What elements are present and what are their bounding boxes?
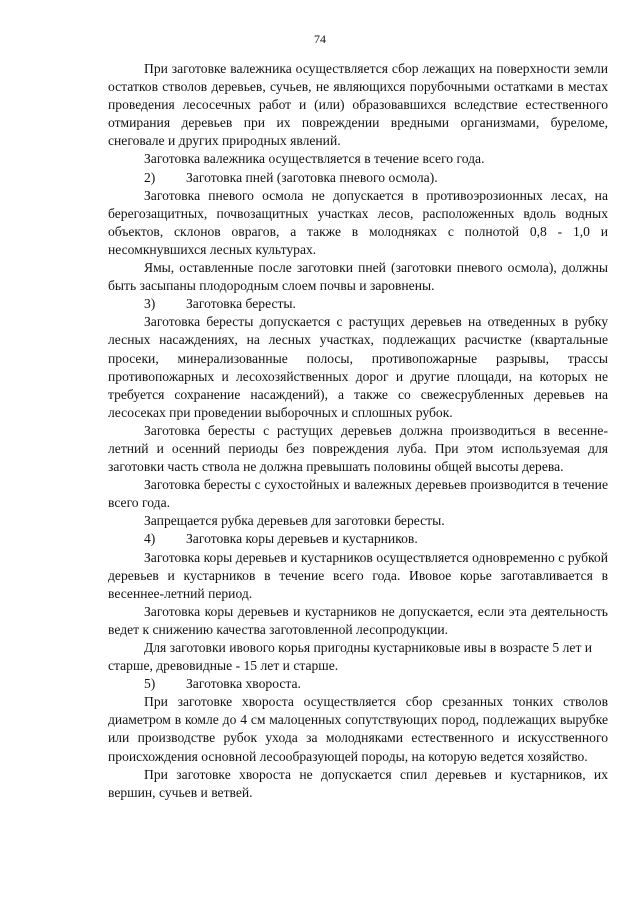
list-item-heading: Заготовка хвороста.	[186, 676, 301, 692]
paragraph-birch-bark-allowed: Заготовка бересты допускается с растущих деревьев на отведенных в рубку лесных насаждениях, на лесных участках, подлежащих расчистке (квартальные просеки, минерализованные полосы, противопожарные разрывы, трассы противопожарных и лесохозяйственных дорог и другие площади, на которых не требуется сохранение насаждений), а также со свежесрубленных деревьев на лесосеках при проведении выборочных и сплошных рубок.	[108, 314, 608, 420]
list-item-stumps	[108, 169, 608, 187]
paragraph-birch-bark-period: Заготовка бересты с растущих деревьев должна производиться в весенне-летний и осенний периоды без повреждения луба. При этом используемая для заготовки часть ствола не должна превышать половины общей высоты дерева.	[108, 422, 608, 475]
paragraph-stumps-pits: Ямы, оставленные после заготовки пней (заготовки пневого осмола), должны быть засыпаны плодородным слоем почвы и заровнены.	[108, 260, 608, 294]
list-item-heading: Заготовка бересты.	[186, 296, 296, 312]
list-item-bark	[108, 530, 608, 548]
list-item-number: 5)	[144, 676, 156, 692]
list-item-number: 2)	[144, 169, 156, 185]
list-item-heading: Заготовка пней (заготовка пневого осмола).	[186, 169, 438, 185]
paragraph-brushwood-collection: При заготовке хвороста осуществляется сбор срезанных тонких стволов диаметром в комле до 4 см малоценных сопутствующих пород, подлежащих вырубке или производстве рубок ухода за молодняками естественного и искусственного происхождения основной лесообразующей породы, на которую ведется хозяйство.	[108, 694, 608, 764]
paragraph-bark-season: Заготовка коры деревьев и кустарников осуществляется одновременно с рубкой деревьев и кустарников в течение всего года. Ивовое корье заготавливается в весеннее-летний период.	[108, 549, 608, 601]
page-number: 74	[314, 32, 326, 46]
paragraph-birch-bark-dead-trees: Заготовка бересты с сухостойных и валежных деревьев производится в течение всего года.	[108, 477, 608, 511]
paragraph-brushwood-restriction: При заготовке хвороста не допускается спил деревьев и кустарников, их вершин, сучьев и ветвей.	[108, 766, 608, 800]
paragraph-birch-bark-prohibition: Запрещается рубка деревьев для заготовки бересты.	[144, 513, 445, 529]
paragraph-deadwood-collection: При заготовке валежника осуществляется сбор лежащих на поверхности земли остатков стволов деревьев, сучьев, не являющихся порубочными остатками в местах проведения лесосечных работ и (или) образовавшихся вследствие естественного отмирания деревьев при их повреждении вредными организмами, буреломе, снеговале и других природных явлений.	[108, 61, 608, 149]
list-item-number: 4)	[144, 531, 156, 547]
list-item-heading: Заготовка коры деревьев и кустарников.	[186, 531, 418, 547]
document-body	[108, 60, 608, 802]
list-item-number: 3)	[144, 296, 156, 312]
paragraph-willow-age: Для заготовки ивового корья пригодны кустарниковые ивы в возрасте 5 лет и старше, древовидные - 15 лет и старше.	[108, 640, 593, 674]
paragraph-bark-restriction: Заготовка коры деревьев и кустарников не допускается, если эта деятельность ведет к снижению качества заготовленной лесопродукции.	[108, 603, 608, 637]
paragraph-stumps-restrictions: Заготовка пневого осмола не допускается в противоэрозионных лесах, на берегозащитных, почвозащитных участках лесов, расположенных вдоль водных объектов, склонов оврагов, а также в молодняках с полнотой 0,8 - 1,0 и несомкнувшихся лесных культурах.	[108, 187, 608, 257]
list-item-birch-bark	[108, 295, 608, 313]
paragraph-deadwood-season: Заготовка валежника осуществляется в течение всего года.	[144, 151, 485, 167]
list-item-brushwood	[108, 675, 608, 693]
